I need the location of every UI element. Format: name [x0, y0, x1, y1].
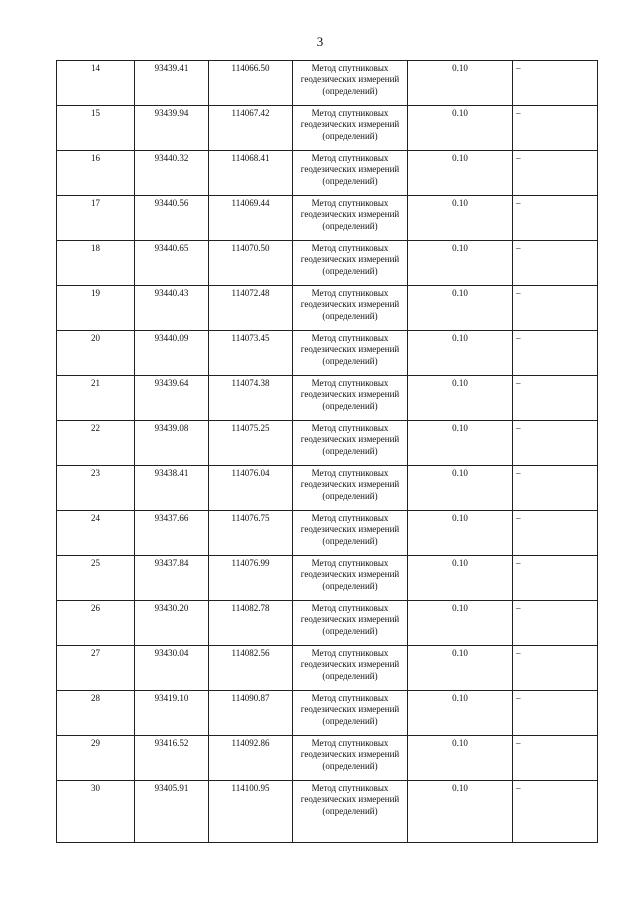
- accuracy-cell: 0.10: [408, 511, 513, 556]
- point-number-cell: 20: [57, 331, 135, 376]
- table-row: [57, 331, 598, 376]
- method-cell: Метод спутниковых геодезических измерений (определений): [293, 466, 408, 511]
- coordinate-y-cell: 114076.75: [209, 511, 293, 556]
- point-number-cell: 21: [57, 376, 135, 421]
- description-cell: –: [513, 421, 598, 466]
- accuracy-cell: 0.10: [408, 196, 513, 241]
- table-row: [57, 376, 598, 421]
- description-cell: –: [513, 466, 598, 511]
- method-cell: Метод спутниковых геодезических измерений (определений): [293, 646, 408, 691]
- accuracy-cell: 0.10: [408, 421, 513, 466]
- coordinate-x-cell: 93430.20: [135, 601, 209, 646]
- point-number-cell: 14: [57, 61, 135, 106]
- accuracy-cell: 0.10: [408, 61, 513, 106]
- coordinate-x-cell: 93440.32: [135, 151, 209, 196]
- description-cell: –: [513, 511, 598, 556]
- accuracy-cell: 0.10: [408, 151, 513, 196]
- method-cell: Метод спутниковых геодезических измерений (определений): [293, 691, 408, 736]
- accuracy-cell: 0.10: [408, 781, 513, 843]
- coordinate-x-cell: 93419.10: [135, 691, 209, 736]
- coordinate-y-cell: 114076.04: [209, 466, 293, 511]
- coordinate-y-cell: 114092.86: [209, 736, 293, 781]
- point-number-cell: 15: [57, 106, 135, 151]
- description-cell: –: [513, 61, 598, 106]
- coordinate-x-cell: 93439.41: [135, 61, 209, 106]
- description-cell: –: [513, 556, 598, 601]
- description-cell: –: [513, 601, 598, 646]
- table-row: [57, 151, 598, 196]
- coordinate-y-cell: 114090.87: [209, 691, 293, 736]
- page-number: 3: [316, 34, 324, 49]
- accuracy-cell: 0.10: [408, 736, 513, 781]
- table-row: [57, 286, 598, 331]
- coordinate-y-cell: 114074.38: [209, 376, 293, 421]
- coordinate-y-cell: 114068.41: [209, 151, 293, 196]
- method-cell: Метод спутниковых геодезических измерений (определений): [293, 421, 408, 466]
- table-body: [57, 61, 598, 843]
- description-cell: –: [513, 646, 598, 691]
- method-cell: Метод спутниковых геодезических измерений (определений): [293, 241, 408, 286]
- table-row: [57, 106, 598, 151]
- coordinate-x-cell: 93437.84: [135, 556, 209, 601]
- table-row: [57, 466, 598, 511]
- method-cell: Метод спутниковых геодезических измерений (определений): [293, 61, 408, 106]
- coordinate-x-cell: 93439.94: [135, 106, 209, 151]
- accuracy-cell: 0.10: [408, 691, 513, 736]
- method-cell: Метод спутниковых геодезических измерений (определений): [293, 376, 408, 421]
- method-cell: Метод спутниковых геодезических измерений (определений): [293, 556, 408, 601]
- point-number-cell: 30: [57, 781, 135, 843]
- coordinate-x-cell: 93440.09: [135, 331, 209, 376]
- point-number-cell: 19: [57, 286, 135, 331]
- coordinate-y-cell: 114069.44: [209, 196, 293, 241]
- description-cell: –: [513, 691, 598, 736]
- point-number-cell: 18: [57, 241, 135, 286]
- coordinate-y-cell: 114072.48: [209, 286, 293, 331]
- method-cell: Метод спутниковых геодезических измерений (определений): [293, 151, 408, 196]
- description-cell: –: [513, 151, 598, 196]
- description-cell: –: [513, 736, 598, 781]
- point-number-cell: 29: [57, 736, 135, 781]
- accuracy-cell: 0.10: [408, 241, 513, 286]
- coordinate-y-cell: 114082.78: [209, 601, 293, 646]
- coordinates-table: [56, 60, 598, 843]
- accuracy-cell: 0.10: [408, 331, 513, 376]
- method-cell: Метод спутниковых геодезических измерений (определений): [293, 601, 408, 646]
- table-row: [57, 196, 598, 241]
- table-row: [57, 511, 598, 556]
- point-number-cell: 28: [57, 691, 135, 736]
- method-cell: Метод спутниковых геодезических измерений (определений): [293, 286, 408, 331]
- coordinate-x-cell: 93438.41: [135, 466, 209, 511]
- accuracy-cell: 0.10: [408, 556, 513, 601]
- coordinate-y-cell: 114067.42: [209, 106, 293, 151]
- accuracy-cell: 0.10: [408, 376, 513, 421]
- description-cell: –: [513, 286, 598, 331]
- coordinate-y-cell: 114066.50: [209, 61, 293, 106]
- method-cell: Метод спутниковых геодезических измерений (определений): [293, 781, 408, 843]
- description-cell: –: [513, 331, 598, 376]
- table-row: [57, 646, 598, 691]
- description-cell: –: [513, 196, 598, 241]
- table-row: [57, 736, 598, 781]
- description-cell: –: [513, 376, 598, 421]
- coordinate-x-cell: 93440.56: [135, 196, 209, 241]
- method-cell: Метод спутниковых геодезических измерений (определений): [293, 196, 408, 241]
- point-number-cell: 27: [57, 646, 135, 691]
- coordinate-x-cell: 93439.64: [135, 376, 209, 421]
- method-cell: Метод спутниковых геодезических измерений (определений): [293, 106, 408, 151]
- accuracy-cell: 0.10: [408, 286, 513, 331]
- table-row: [57, 556, 598, 601]
- accuracy-cell: 0.10: [408, 601, 513, 646]
- coordinate-y-cell: 114076.99: [209, 556, 293, 601]
- point-number-cell: 17: [57, 196, 135, 241]
- table-row: [57, 781, 598, 843]
- description-cell: –: [513, 781, 598, 843]
- table-row: [57, 61, 598, 106]
- description-cell: –: [513, 241, 598, 286]
- accuracy-cell: 0.10: [408, 646, 513, 691]
- coordinate-y-cell: 114100.95: [209, 781, 293, 843]
- coordinate-x-cell: 93405.91: [135, 781, 209, 843]
- coordinate-y-cell: 114073.45: [209, 331, 293, 376]
- coordinate-y-cell: 114082.56: [209, 646, 293, 691]
- table-row: [57, 691, 598, 736]
- coordinate-y-cell: 114075.25: [209, 421, 293, 466]
- point-number-cell: 22: [57, 421, 135, 466]
- table-row: [57, 241, 598, 286]
- point-number-cell: 24: [57, 511, 135, 556]
- coordinate-x-cell: 93439.08: [135, 421, 209, 466]
- coordinate-y-cell: 114070.50: [209, 241, 293, 286]
- coordinate-x-cell: 93430.04: [135, 646, 209, 691]
- description-cell: –: [513, 106, 598, 151]
- accuracy-cell: 0.10: [408, 106, 513, 151]
- coordinate-x-cell: 93440.65: [135, 241, 209, 286]
- coordinate-x-cell: 93437.66: [135, 511, 209, 556]
- coordinate-x-cell: 93440.43: [135, 286, 209, 331]
- method-cell: Метод спутниковых геодезических измерений (определений): [293, 511, 408, 556]
- table-row: [57, 601, 598, 646]
- point-number-cell: 26: [57, 601, 135, 646]
- method-cell: Метод спутниковых геодезических измерений (определений): [293, 331, 408, 376]
- point-number-cell: 23: [57, 466, 135, 511]
- point-number-cell: 25: [57, 556, 135, 601]
- coordinate-x-cell: 93416.52: [135, 736, 209, 781]
- point-number-cell: 16: [57, 151, 135, 196]
- accuracy-cell: 0.10: [408, 466, 513, 511]
- table-row: [57, 421, 598, 466]
- method-cell: Метод спутниковых геодезических измерений (определений): [293, 736, 408, 781]
